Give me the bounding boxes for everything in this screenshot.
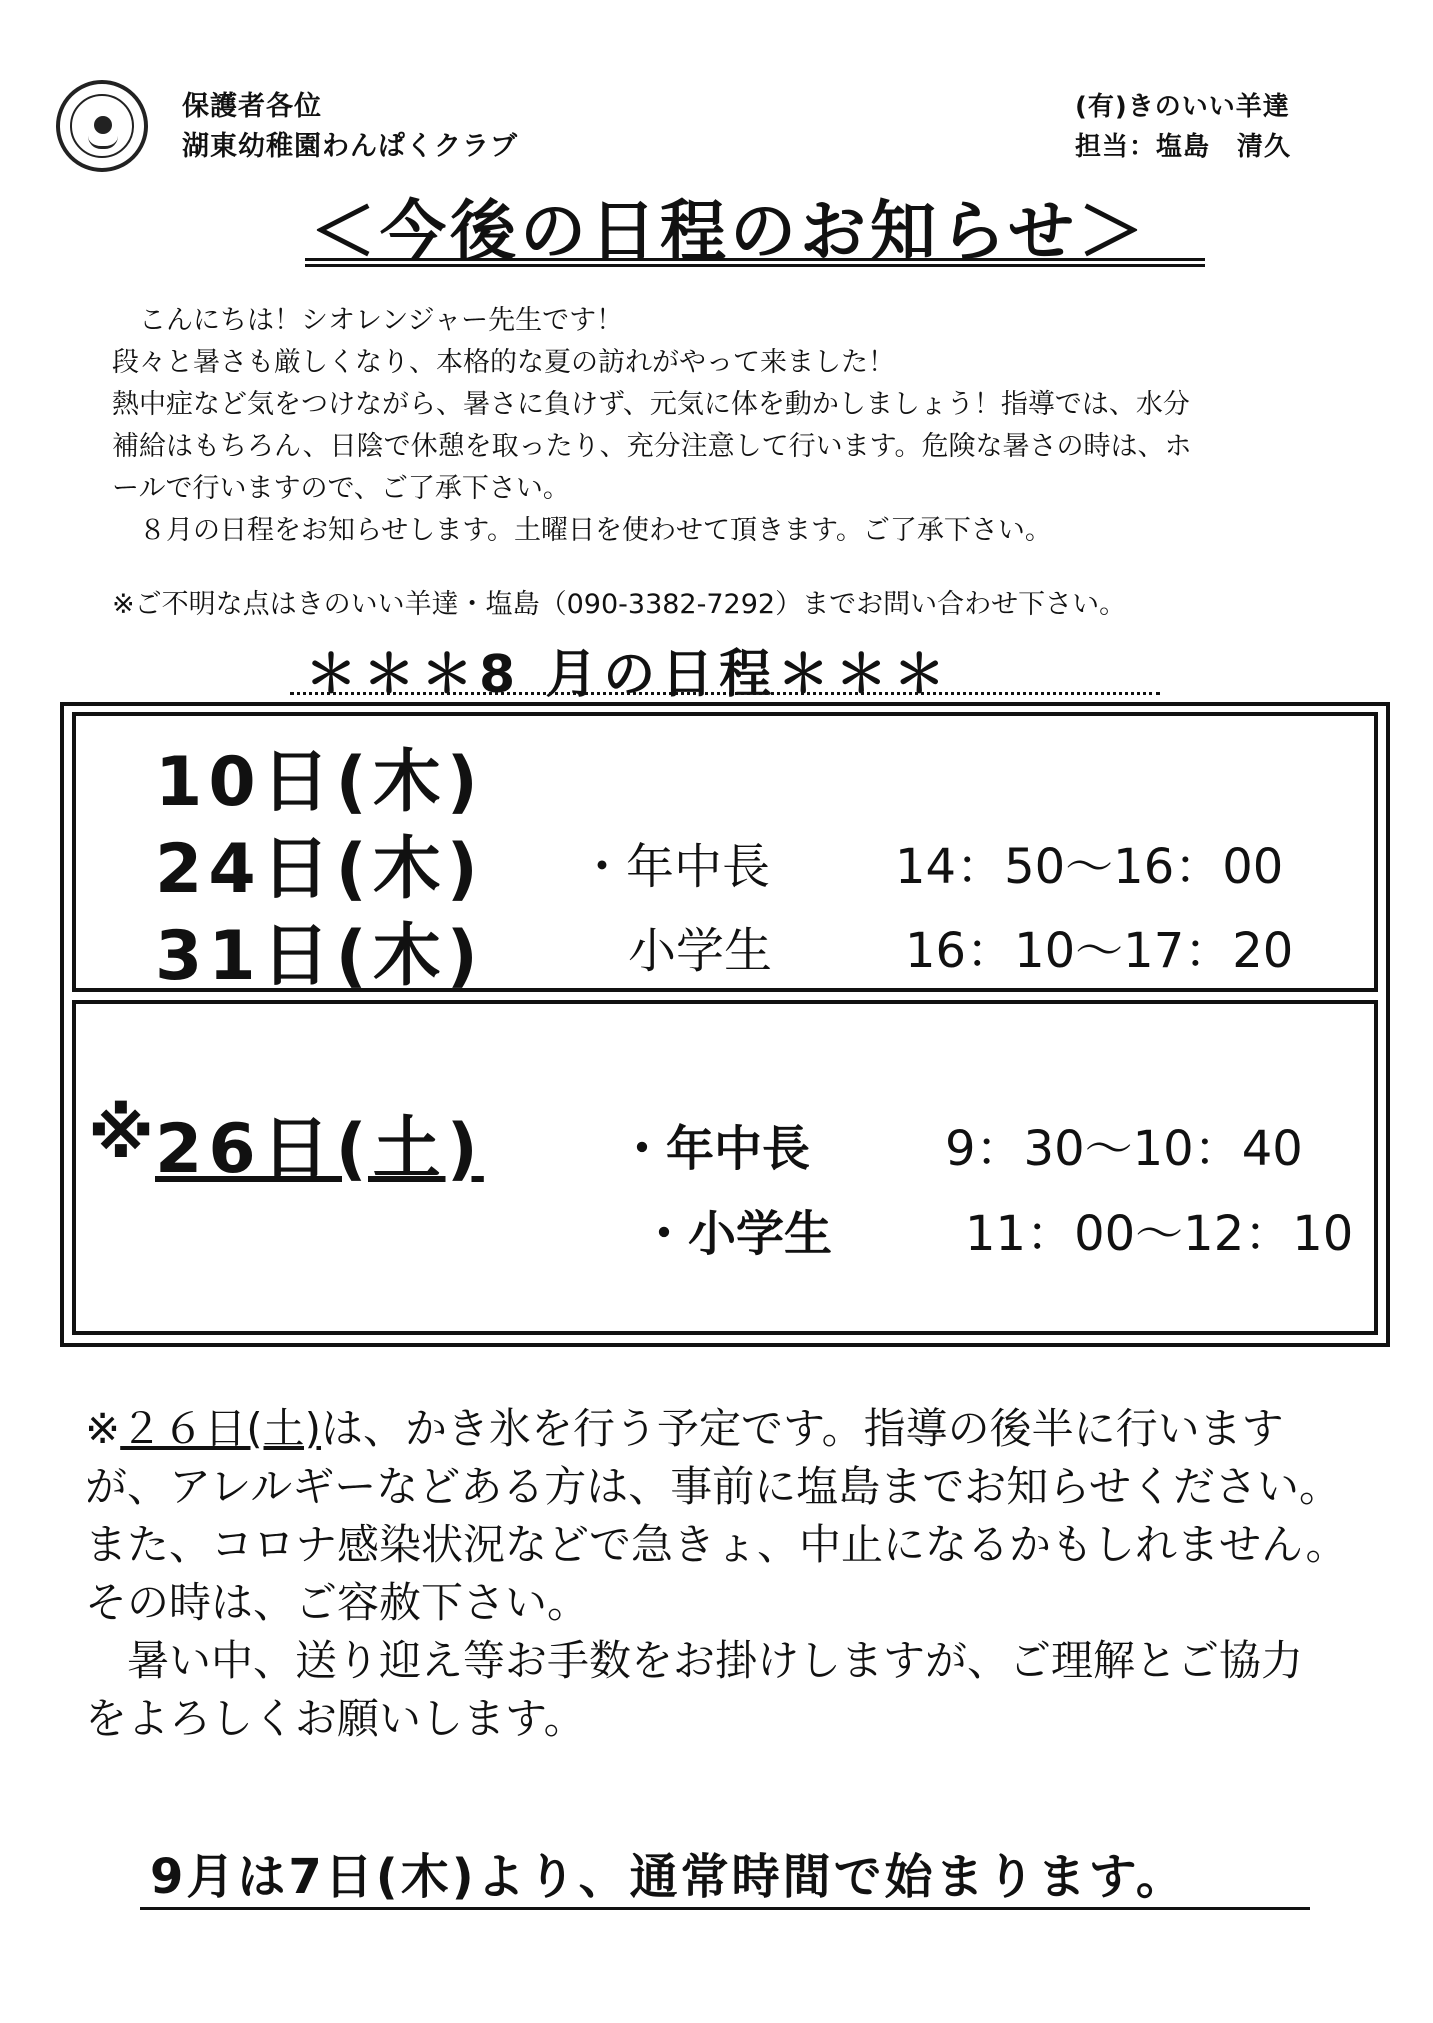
notice-mark: ※ bbox=[85, 1404, 121, 1453]
schedule-time: 14：50〜16：00 bbox=[895, 839, 1284, 895]
schedule-title: ＊＊＊8 月の日程＊＊＊ bbox=[305, 645, 952, 705]
intro-line: 熱中症など気をつけながら、暑さに負けず、元気に体を動かしましょう！指導では、水分 bbox=[112, 389, 1190, 420]
notice-date: ２６日(土) bbox=[120, 1404, 321, 1453]
schedule-time: 9：30〜10：40 bbox=[945, 1121, 1303, 1177]
saturday-date: 26日(土) bbox=[155, 1110, 484, 1189]
company-name: (有)きのいい羊達 bbox=[1075, 92, 1290, 122]
footer-announcement: 9月は7日(木)より、通常時間で始まります。 bbox=[150, 1849, 1187, 1905]
intro-line: こんにちは！シオレンジャー先生です！ bbox=[112, 305, 624, 336]
company-logo-icon bbox=[56, 80, 148, 172]
intro-line: 段々と暑さも厳しくなり、本格的な夏の訪れがやって来ました！ bbox=[112, 347, 895, 378]
person-in-charge: 担当：塩島 清久 bbox=[1075, 132, 1292, 162]
schedule-date: 10日(木) bbox=[155, 743, 484, 822]
recipient-line-1: 保護者各位 bbox=[182, 91, 322, 122]
intro-line: 補給はもちろん、日陰で休憩を取ったり、充分注意して行います。危険な暑さの時は、ホ bbox=[112, 431, 1192, 462]
footer-underline bbox=[140, 1907, 1310, 1910]
schedule-date: 24日(木) bbox=[155, 830, 484, 909]
contact-note: ※ご不明な点はきのいい羊達・塩島（090-3382-7292）までお問い合わせ下さい。 bbox=[112, 589, 1127, 620]
notice-text bbox=[85, 1400, 1385, 1748]
schedule-time: 16：10〜17：20 bbox=[905, 923, 1294, 979]
notice-line: 暑い中、送り迎え等お手数をお掛けしますが、ご理解とご協力 bbox=[85, 1636, 1304, 1685]
notice-line: をよろしくお願いします。 bbox=[85, 1694, 586, 1743]
notice-line: その時は、ご容赦下さい。 bbox=[85, 1578, 590, 1627]
schedule-time: 11：00〜12：10 bbox=[965, 1206, 1354, 1262]
page-title: ＜今後の日程のお知らせ＞ bbox=[310, 193, 1149, 270]
schedule-group: 小学生 bbox=[628, 923, 773, 979]
title-underline bbox=[305, 258, 1205, 267]
schedule-group: ・年中長 bbox=[618, 1121, 811, 1177]
saturday-mark: ※ bbox=[88, 1095, 161, 1174]
notice-line-rest: は、かき氷を行う予定です。指導の後半に行います bbox=[320, 1404, 1284, 1453]
logo-smile bbox=[88, 136, 118, 149]
schedule-group: ・年中長 bbox=[578, 839, 771, 895]
schedule-group: ・小学生 bbox=[640, 1206, 833, 1262]
logo-eye bbox=[94, 116, 112, 134]
schedule-date: 31日(木) bbox=[155, 917, 484, 996]
recipient-line-2: 湖東幼稚園わんぱくクラブ bbox=[182, 131, 518, 162]
notice-line: また、コロナ感染状況などで急きょ、中止になるかもしれません。 bbox=[85, 1520, 1348, 1569]
schedule-title-underline bbox=[290, 692, 1160, 695]
intro-text bbox=[112, 300, 1352, 552]
notice-line: が、アレルギーなどある方は、事前に塩島までお知らせください。 bbox=[85, 1462, 1342, 1511]
intro-line: ールで行いますので、ご了承下さい。 bbox=[112, 473, 570, 504]
intro-line: ８月の日程をお知らせします。土曜日を使わせて頂きます。ご了承下さい。 bbox=[112, 515, 1052, 546]
notice-line bbox=[85, 1400, 1385, 1458]
logo-inner-ring bbox=[70, 94, 134, 158]
